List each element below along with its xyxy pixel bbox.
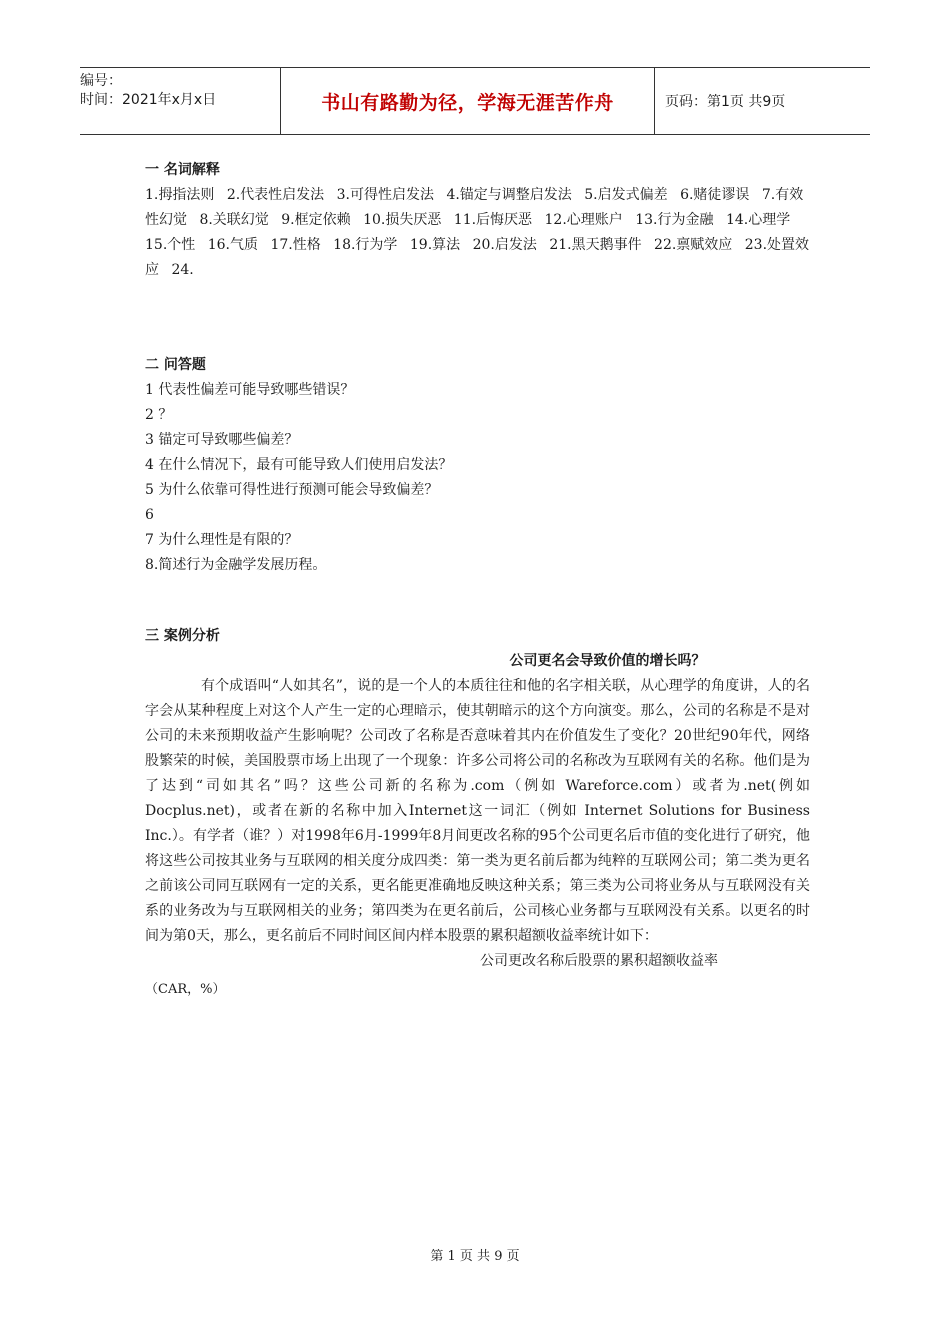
section-title-questions: 二 问答题 [145,357,206,373]
term-item: 19.算法 [409,237,461,253]
case-title: 公司更名会导致价值的增长吗？ [509,653,706,669]
table-title: 公司更改名称后股票的累积超额收益率 [480,953,718,969]
term-item: 14.心理学 [725,212,791,228]
question-item: 1 代表性偏差可能导致哪些错误？ [145,382,355,398]
table-unit: （CAR，%） [145,982,226,997]
term-item: 12.心理账户 [544,212,623,228]
header-meta [80,68,280,134]
header-page-label: 页码：第1页 共9页 [665,94,786,110]
question-item: 3 锚定可导致哪些偏差？ [145,432,299,448]
term-item: 5.启发式偏差 [584,187,668,203]
term-item: 11.后悔厌恶 [453,212,533,228]
term-item: 9.框定依赖 [281,212,351,228]
term-item: 6.赌徒谬误 [680,187,750,203]
term-item: 18.行为学 [333,237,398,253]
section-title-terms: 一 名词解释 [145,162,220,178]
term-item: 7.有效性幻觉 [145,187,804,228]
question-item: 7 为什么理性是有限的？ [145,532,299,548]
document-body [145,158,810,1002]
header-motto: 书山有路勤为径，学海无涯苦作舟 [280,68,655,134]
question-item: 6 [145,507,154,523]
term-item: 23.处置效应 [145,237,810,278]
question-item: 4 在什么情况下，最有可能导致人们使用启发法？ [145,457,453,473]
question-item: 8.简述行为金融学发展历程。 [145,557,327,573]
term-item: 21.黑天鹅事件 [549,237,642,253]
case-paragraph: 有个成语叫“人如其名”，说的是一个人的本质往往和他的名字相关联，从心理学的角度讲，人的名字会从某种程度上对这个人产生一定的心理暗示，使其朝暗示的这个方向演变。那么，公司的名称是不是对公司的未来预期收益产生影响呢？公司改了名称是否意味着其内在价值发生了变化？20世纪90年代，网络股繁荣的时候，美国股票市场上出现了一个现象：许多公司将公司的名称改为互联网有关的名称。他们是为了达到“司如其名”吗？这些公司新的名称为.com（例如 Wareforce.com）或者为.net(例如 Docplus.net)，或者在新的名称中加入Internet这一词汇（例如 Internet Solutions for Business Inc.）。有学者（谁？）对1998年6月-1999年8月间更改名称的95个公司更名后市值的变化进行了研究，他将这些公司按其业务与互联网的相关度分成四类：第一类为更名前后都为纯粹的互联网公司；第二类为更名之前该公司同互联网有一定的关系，更名能更准确地反映这种关系；第三类为公司将业务从与互联网没有关系的业务改为与互联网相关的业务；第四类为在更名前后，公司核心业务都与互联网没有关系。以更名的时间为第0天，那么，更名前后不同时间区间内样本股票的累积超额收益率统计如下： [145,678,810,944]
term-item: 15.个性 [145,237,196,253]
term-item: 20.启发法 [472,237,537,253]
term-item: 3.可得性启发法 [336,187,434,203]
document-number-label: 编号： [80,73,122,89]
document-time-label: 时间：2021年x月x日 [80,92,217,108]
question-item: 5 为什么依靠可得性进行预测可能会导致偏差？ [145,482,439,498]
term-item: 24. [171,262,194,278]
question-item: 2 ？ [145,407,173,423]
page-header [80,67,870,135]
section-title-case: 三 案例分析 [145,628,220,644]
term-item: 22.禀赋效应 [654,237,733,253]
term-item: 2.代表性启发法 [226,187,325,203]
term-list [145,183,810,283]
page-footer: 第 1 页 共 9 页 [430,1249,520,1264]
term-item: 13.行为金融 [635,212,714,228]
term-item: 10.损失厌恶 [363,212,442,228]
term-item: 8.关联幻觉 [199,212,269,228]
term-item: 17.性格 [270,237,321,253]
term-item: 16.气质 [207,237,258,253]
question-list [145,378,810,578]
term-item: 4.锚定与调整启发法 [446,187,572,203]
term-item: 1.拇指法则 [145,187,215,203]
